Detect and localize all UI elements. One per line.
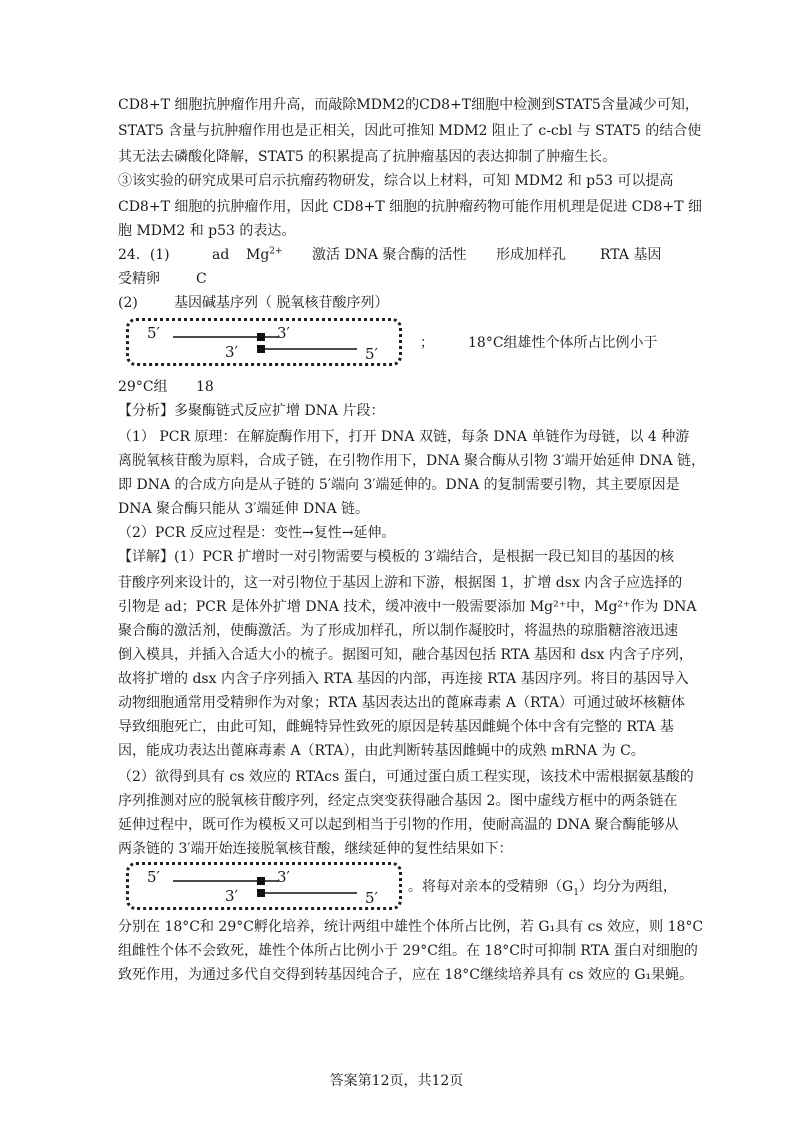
text-line: 动物细胞通常用受精卵作为对象；RTA 基因表达出的蓖麻毒素 A（RTA）可通过破坏核糖体 (118, 695, 685, 711)
text-line: 分别在 18°C和 29°C孵化培养，统计两组中雄性个体所占比例，若 G₁具有 cs 效应，则 18°C (118, 919, 704, 935)
text-line: 苷酸序列来设计的，这一对引物位于基因上游和下游，根据图 1，扩增 dsx 内含子应选择的 (118, 575, 683, 591)
text-line: 因，能成功表达出蓖麻毒素 A（RTA），由此判断转基因雌蝇中的成熟 mRNA 为 C。 (118, 743, 645, 759)
label-top-right: 3′ (277, 868, 290, 886)
text-line: （2）欲得到具有 cs 效应的 RTAcs 蛋白，可通过蛋白质工程实现，该技术中需根据氨基酸的 (118, 769, 694, 785)
answer-zygote: 受精卵 (118, 271, 160, 287)
bottom-primer-marker (257, 345, 265, 353)
text-line: ③该实验的研究成果可启示抗瘤药物研发，综合以上材料，可知 MDM2 和 p53 可以提高 (118, 173, 674, 189)
answer-ion-charge: 2+ (269, 246, 283, 257)
answer-ion (246, 246, 283, 264)
answer-rta-gene: RTA 基因 (600, 247, 662, 263)
label-bottom-left: 3′ (225, 887, 238, 905)
top-primer-marker (257, 333, 265, 341)
question-number: 24．(1) (118, 247, 170, 263)
answer-primers: ad (212, 247, 230, 263)
text-line: 【详解】(1）PCR 扩增时一对引物需要与模板的 3′端结合，是根据一段已知目的基因的核 (118, 549, 675, 565)
dna-diagram-box (126, 318, 402, 366)
part-number: (2) (118, 295, 138, 311)
text-line: （1） PCR 原理：在解旋酶作用下，打开 DNA 双链，每条 DNA 单链作为母链，以 4 种游 (118, 429, 690, 445)
answer-well: 形成加样孔 (496, 247, 566, 263)
text-line: （2）PCR 反应过程是：变性→复性→延伸。 (118, 525, 396, 541)
text-line: 引物是 ad；PCR 是体外扩增 DNA 技术，缓冲液中一般需要添加 Mg²⁺中，Mg²⁺作为 DNA (118, 599, 697, 615)
text-line: 致死作用，为通过多代自交得到转基因纯合子，应在 18°C继续培养具有 cs 效应的 G₁果蝇。 (118, 967, 694, 983)
text-line: 导致细胞死亡，由此可知，雌蝇特异性致死的原因是转基因雌蝇个体中含有完整的 RTA 基 (118, 719, 674, 735)
text-line: 组雌性个体不会致死，雄性个体所占比例小于 29°C组。在 18°C时可抑制 RTA 蛋白对细胞的 (118, 943, 698, 959)
top-primer-marker (257, 877, 265, 885)
after-box-text (408, 878, 677, 896)
text-line: 两条链的 3′端开始连接脱氧核苷酸，继续延伸的复性结果如下： (118, 841, 513, 857)
answer-ratio: 18°C组雄性个体所占比例小于 (468, 335, 658, 351)
answer-ion-base: Mg (246, 247, 270, 263)
label-top-left: 5′ (147, 868, 160, 886)
text-line: DNA 聚合酶只能从 3′端延伸 DNA 链。 (118, 501, 370, 517)
bottom-primer-marker (257, 889, 265, 897)
text-line: CD8+T 细胞抗肿瘤作用升高，而敲除MDM2的CD8+T细胞中检测到STAT5含量减少可知， (118, 97, 699, 113)
text-line: 即 DNA 的合成方向是从子链的 5′端向 3′端延伸的。DNA 的复制需要引物，其主要原因是 (118, 477, 680, 493)
answer-29c-group: 29°C组 (118, 379, 168, 395)
text-line: STAT5 含量与抗肿瘤作用也是正相关，因此可推知 MDM2 阻止了 c-cbl 与 STAT5 的结合使 (118, 123, 702, 139)
text-line: 延伸过程中，既可作为模板又可以起到相当于引物的作用，使耐高温的 DNA 聚合酶能够从 (118, 817, 679, 833)
text-line: 胞 MDM2 和 p53 的表达。 (118, 223, 296, 239)
after-box-part1: 。将每对亲本的受精卵（G (408, 879, 574, 895)
label-bottom-right: 5′ (365, 889, 378, 907)
answer-activate: 激活 DNA 聚合酶的活性 (312, 247, 467, 263)
dna-diagram-box (126, 862, 402, 910)
text-line: 【分析】多聚酶链式反应扩增 DNA 片段： (118, 403, 385, 419)
text-line: 倒入模具，并插入合适大小的梳子。据图可知，融合基因包括 RTA 基因和 dsx 内含子序列， (118, 647, 693, 663)
label-top-left: 5′ (147, 324, 160, 342)
dna-strands (129, 321, 399, 363)
after-box-sub: 1 (573, 887, 579, 898)
answer-sequence: 基因碱基序列（ 脱氧核苷酸序列） (174, 295, 389, 311)
text-line: CD8+T 细胞的抗肿瘤作用，因此 CD8+T 细胞的抗肿瘤药物可能作用机理是促进 CD8+T 细 (118, 199, 702, 215)
answer-18: 18 (196, 379, 214, 395)
text-line: 聚合酶的激活剂，使酶激活。为了形成加样孔，所以制作凝胶时，将温热的琼脂糖溶液迅速 (118, 623, 678, 639)
dna-strands (129, 865, 399, 907)
label-top-right: 3′ (277, 324, 290, 342)
answer-c: C (196, 271, 207, 287)
label-bottom-right: 5′ (365, 345, 378, 363)
text-line: 离脱氧核苷酸为原料，合成子链，在引物作用下，DNA 聚合酶从引物 3′端开始延伸 DNA 链， (118, 453, 706, 469)
text-line: 其无法去磷酸化降解，STAT5 的积累提高了抗肿瘤基因的表达抑制了肿瘤生长。 (118, 149, 617, 165)
semicolon: ； (420, 335, 434, 351)
label-bottom-left: 3′ (225, 343, 238, 361)
text-line: 故将扩增的 dsx 内含子序列插入 RTA 基因的内部，再连接 RTA 基因序列。将目的基因导入 (118, 671, 689, 687)
text-line: 序列推测对应的脱氧核苷酸序列，经定点突变获得融合基因 2。图中虚线方框中的两条链在 (118, 793, 678, 809)
page-footer: 答案第12页，共12页 (329, 1073, 464, 1089)
after-box-part2: ）均分为两组， (578, 879, 677, 895)
